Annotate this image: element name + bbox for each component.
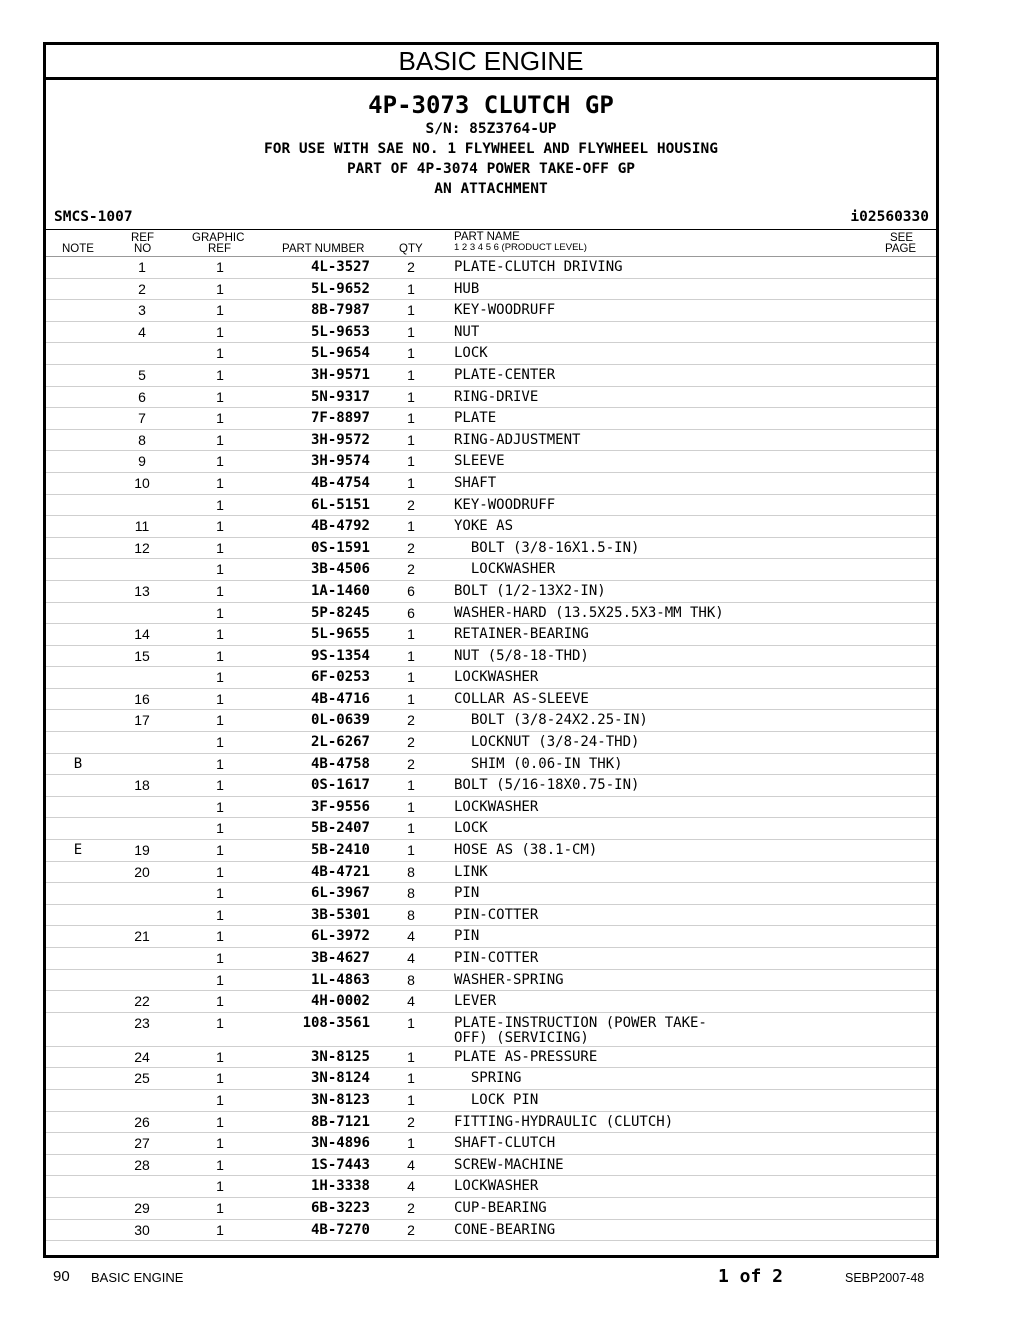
part-number-cell: 5L-9655 [310,626,370,643]
part-number-cell: 3H-9572 [310,431,370,448]
qty-cell: 2 [407,1113,415,1130]
part-name-cell: PLATE-INSTRUCTION (POWER TAKE- OFF) (SERVICING) [454,1014,707,1046]
table-row [46,257,936,279]
part-name-cell: PIN [454,885,480,902]
part-name-cell: BOLT (5/16-18X0.75-IN) [454,777,640,794]
graphic-ref-cell: 1 [216,626,224,643]
attachment-note: AN ATTACHMENT [434,181,548,197]
ref-no-cell: 30 [134,1221,150,1238]
graphic-ref-cell: 1 [216,885,224,902]
table-row [46,1047,936,1069]
table-row [46,754,936,776]
part-number-cell: 5L-9653 [310,323,370,340]
graphic-ref-cell: 1 [216,1070,224,1087]
group-title: 4P-3073 CLUTCH GP [368,91,614,119]
part-number-cell: 108-3561 [302,1014,370,1031]
graphic-ref-cell: 1 [216,539,224,556]
part-name-cell: RING-DRIVE [454,388,539,405]
graphic-ref-cell: 1 [216,431,224,448]
qty-cell: 4 [407,993,415,1010]
graphic-ref-cell: 1 [216,798,224,815]
part-number-cell: 1H-3338 [310,1178,370,1195]
table-row [46,343,936,365]
ref-no-cell: 19 [134,842,150,859]
part-name-cell: SHAFT [454,474,497,491]
graphic-ref-cell: 1 [216,755,224,772]
part-number-cell: 4L-3527 [310,259,370,275]
ref-no-cell: 21 [134,928,150,945]
note-cell: E [73,842,83,859]
part-number-cell: 3N-8125 [310,1048,370,1065]
table-row [46,387,936,409]
qty-cell: 2 [407,259,415,275]
graphic-ref-cell: 1 [216,690,224,707]
graphic-ref-cell: 1 [216,518,224,535]
ref-no-cell: 29 [134,1199,150,1216]
part-number-cell: 5L-9652 [310,280,370,297]
part-name-cell: CUP-BEARING [454,1199,547,1216]
parts-list-frame [43,42,939,1258]
qty-cell: 8 [407,885,415,902]
part-name-cell: PIN-COTTER [454,950,539,966]
table-row [46,559,936,581]
part-name-cell: LOCK PIN [454,1091,539,1108]
table-row [46,970,936,992]
graphic-ref-cell: 1 [216,734,224,751]
graphic-ref-cell: 1 [216,604,224,621]
part-number-cell: 8B-7121 [310,1113,370,1130]
part-name-cell: BOLT (3/8-16X1.5-IN) [454,539,640,556]
graphic-ref-cell: 1 [216,1221,224,1238]
graphic-ref-cell: 1 [216,1135,224,1152]
qty-cell: 2 [407,539,415,556]
part-name-cell: PLATE-CENTER [454,366,556,383]
col-product-level: 1 2 3 4 5 6 (PRODUCT LEVEL) [454,242,587,253]
part-number-cell: 6F-0253 [310,669,370,686]
table-row [46,1068,936,1090]
ref-no-cell: 10 [134,474,150,491]
qty-cell: 2 [407,734,415,751]
section-title: BASIC ENGINE [46,45,936,80]
ref-no-cell: 12 [134,539,150,556]
qty-cell: 1 [407,323,415,340]
part-number-cell: 5P-8245 [310,604,370,621]
part-name-cell: PIN [454,928,480,945]
table-row [46,797,936,819]
graphic-ref-cell: 1 [216,388,224,405]
table-row [46,473,936,495]
col-part-name: PART NAME [454,231,520,243]
column-headers [46,229,936,257]
part-number-cell: 2L-6267 [310,734,370,751]
table-row [46,603,936,625]
graphic-ref-cell: 1 [216,647,224,664]
qty-cell: 2 [407,1199,415,1216]
ref-no-cell: 16 [134,690,150,707]
part-number-cell: 3N-8123 [310,1091,370,1108]
table-row [46,991,936,1013]
qty-cell: 8 [407,863,415,880]
table-row [46,408,936,430]
part-number-cell: 9S-1354 [310,647,370,664]
part-number-cell: 4B-4758 [310,755,370,772]
ref-no-cell: 28 [134,1156,150,1173]
ref-no-cell: 5 [138,366,146,383]
qty-cell: 1 [407,345,415,362]
qty-cell: 1 [407,474,415,491]
part-name-cell: RING-ADJUSTMENT [454,431,581,448]
part-number-cell: 0S-1617 [310,777,370,794]
part-number-cell: 5B-2407 [310,820,370,837]
qty-cell: 2 [407,1221,415,1238]
table-row [46,818,936,840]
part-name-cell: LOCKWASHER [454,669,539,686]
qty-cell: 6 [407,582,415,599]
table-row [46,1133,936,1155]
graphic-ref-cell: 1 [216,950,224,966]
qty-cell: 8 [407,971,415,988]
ref-no-cell: 23 [134,1014,150,1031]
part-number-cell: 3B-5301 [310,906,370,923]
qty-cell: 2 [407,755,415,772]
qty-cell: 1 [407,1135,415,1152]
part-number-cell: 0S-1591 [310,539,370,556]
table-row [46,1198,936,1220]
graphic-ref-cell: 1 [216,1091,224,1108]
part-name-cell: LOCKWASHER [454,798,539,815]
qty-cell: 2 [407,496,415,513]
part-name-cell: PLATE [454,410,497,427]
part-name-cell: LOCKNUT (3/8-24-THD) [454,734,640,751]
qty-cell: 1 [407,1014,415,1031]
col-graphic-ref-top: GRAPHIC [192,232,245,244]
qty-cell: 1 [407,410,415,427]
part-of-note: PART OF 4P-3074 POWER TAKE-OFF GP [346,161,636,177]
part-number-cell: 6L-3967 [310,885,370,902]
part-number-cell: 1L-4863 [310,971,370,988]
part-number-cell: 3N-8124 [310,1070,370,1087]
part-name-cell: WASHER-HARD (13.5X25.5X3-MM THK) [454,604,724,621]
graphic-ref-cell: 1 [216,496,224,513]
part-number-cell: 4B-4716 [310,690,370,707]
table-row [46,883,936,905]
part-number-cell: 8B-7987 [310,302,370,319]
graphic-ref-cell: 1 [216,669,224,686]
table-row [46,1112,936,1134]
graphic-ref-cell: 1 [216,842,224,859]
page-number: 90 [53,1268,70,1285]
part-name-cell: PIN-COTTER [454,906,539,923]
qty-cell: 1 [407,777,415,794]
qty-cell: 4 [407,950,415,966]
part-number-cell: 4B-4792 [310,518,370,535]
graphic-ref-cell: 1 [216,712,224,729]
part-name-cell: HOSE AS (38.1-CM) [454,842,598,859]
title-block [46,91,936,199]
use-note: FOR USE WITH SAE NO. 1 FLYWHEEL AND FLYWHEEL HOUSING [264,141,718,157]
part-name-cell: NUT (5/8-18-THD) [454,647,589,664]
part-name-cell: SPRING [454,1070,522,1087]
identifier-row [46,209,936,229]
col-graphic-ref-bottom: REF [208,243,231,255]
qty-cell: 4 [407,1156,415,1173]
qty-cell: 1 [407,690,415,707]
ref-no-cell: 3 [138,302,146,319]
part-number-cell: 4H-0002 [310,993,370,1010]
graphic-ref-cell: 1 [216,1014,224,1031]
part-number-cell: 6B-3223 [310,1199,370,1216]
qty-cell: 1 [407,280,415,297]
table-row [46,926,936,948]
ref-no-cell: 25 [134,1070,150,1087]
graphic-ref-cell: 1 [216,561,224,578]
part-name-cell: COLLAR AS-SLEEVE [454,690,589,707]
graphic-ref-cell: 1 [216,906,224,923]
ref-no-cell: 14 [134,626,150,643]
part-name-cell: SLEEVE [454,453,505,470]
part-name-cell: YOKE AS [454,518,514,535]
ref-no-cell: 2 [138,280,146,297]
graphic-ref-cell: 1 [216,582,224,599]
col-ref-no-top: REF [131,232,154,244]
ref-no-cell: 17 [134,712,150,729]
graphic-ref-cell: 1 [216,1113,224,1130]
part-number-cell: 3B-4627 [310,950,370,966]
part-number-cell: 4B-4754 [310,474,370,491]
part-name-cell: LOCKWASHER [454,561,556,578]
qty-cell: 4 [407,928,415,945]
ref-no-cell: 13 [134,582,150,599]
table-row [46,365,936,387]
ref-no-cell: 4 [138,323,146,340]
ref-no-cell: 7 [138,410,146,427]
part-name-cell: RETAINER-BEARING [454,626,589,643]
part-name-cell: PLATE-CLUTCH DRIVING [454,259,623,275]
graphic-ref-cell: 1 [216,928,224,945]
table-row [46,322,936,344]
part-number-cell: 4B-4721 [310,863,370,880]
note-cell: B [73,755,83,772]
table-row [46,1013,936,1047]
part-name-cell: LOCKWASHER [454,1178,539,1195]
part-number-cell: 1A-1460 [310,582,370,599]
part-number-cell: 3N-4896 [310,1135,370,1152]
graphic-ref-cell: 1 [216,971,224,988]
document-number: SEBP2007-48 [845,1271,925,1285]
part-name-cell: SCREW-MACHINE [454,1156,564,1173]
ref-no-cell: 1 [138,259,146,275]
qty-cell: 1 [407,388,415,405]
table-row [46,300,936,322]
ref-no-cell: 24 [134,1048,150,1065]
qty-cell: 1 [407,453,415,470]
smcs-code: SMCS-1007 [54,209,133,225]
part-number-cell: 4B-7270 [310,1221,370,1238]
part-number-cell: 5B-2410 [310,842,370,859]
graphic-ref-cell: 1 [216,993,224,1010]
part-number-cell: 7F-8897 [310,410,370,427]
qty-cell: 1 [407,518,415,535]
part-number-cell: 3H-9571 [310,366,370,383]
qty-cell: 1 [407,1070,415,1087]
qty-cell: 2 [407,712,415,729]
graphic-ref-cell: 1 [216,1178,224,1195]
table-row [46,948,936,970]
table-row [46,775,936,797]
qty-cell: 1 [407,669,415,686]
ref-no-cell: 26 [134,1113,150,1130]
table-row [46,1090,936,1112]
part-name-cell: KEY-WOODRUFF [454,496,556,513]
graphic-ref-cell: 1 [216,345,224,362]
table-row [46,1155,936,1177]
graphic-ref-cell: 1 [216,366,224,383]
table-row [46,667,936,689]
part-number-cell: 3H-9574 [310,453,370,470]
part-name-cell: FITTING-HYDRAULIC (CLUTCH) [454,1113,674,1130]
part-name-cell: LOCK [454,820,488,837]
qty-cell: 4 [407,1178,415,1195]
graphic-ref-cell: 1 [216,777,224,794]
qty-cell: 1 [407,431,415,448]
qty-cell: 1 [407,842,415,859]
part-number-cell: 1S-7443 [310,1156,370,1173]
ref-no-cell: 8 [138,431,146,448]
part-name-cell: HUB [454,280,480,297]
graphic-ref-cell: 1 [216,280,224,297]
graphic-ref-cell: 1 [216,259,224,275]
table-row [46,710,936,732]
table-row [46,1176,936,1198]
col-see-page-top: SEE [890,232,914,244]
table-row [46,279,936,301]
qty-cell: 6 [407,604,415,621]
table-row [46,905,936,927]
col-note: NOTE [62,243,94,255]
footer-section: BASIC ENGINE [91,1270,184,1285]
col-part-number: PART NUMBER [282,243,365,255]
ref-no-cell: 18 [134,777,150,794]
ref-no-cell: 6 [138,388,146,405]
table-row [46,624,936,646]
table-row [46,516,936,538]
ref-no-cell: 22 [134,993,150,1010]
part-number-cell: 5N-9317 [310,388,370,405]
part-name-cell: PLATE AS-PRESSURE [454,1048,598,1065]
ref-no-cell: 20 [134,863,150,880]
serial-number: S/N: 85Z3764-UP [425,121,557,137]
table-row [46,581,936,603]
part-name-cell: LINK [454,863,488,880]
part-name-cell: KEY-WOODRUFF [454,302,556,319]
sheet-indicator: 1 of 2 [718,1266,784,1287]
graphic-ref-cell: 1 [216,820,224,837]
qty-cell: 1 [407,820,415,837]
part-number-cell: 3F-9556 [310,798,370,815]
qty-cell: 1 [407,626,415,643]
qty-cell: 1 [407,798,415,815]
part-name-cell: LOCK [454,345,488,362]
part-number-cell: 0L-0639 [310,712,370,729]
graphic-ref-cell: 1 [216,410,224,427]
col-qty: QTY [399,243,423,255]
part-number-cell: 6L-5151 [310,496,370,513]
part-name-cell: CONE-BEARING [454,1221,556,1238]
col-see-page-bottom: PAGE [885,243,917,255]
ref-no-cell: 15 [134,647,150,664]
table-row [46,862,936,884]
ref-no-cell: 27 [134,1135,150,1152]
graphic-ref-cell: 1 [216,474,224,491]
qty-cell: 1 [407,366,415,383]
part-number-cell: 6L-3972 [310,928,370,945]
part-name-cell: LEVER [454,993,497,1010]
part-number-cell: 3B-4506 [310,561,370,578]
table-row [46,495,936,517]
graphic-ref-cell: 1 [216,302,224,319]
table-row [46,689,936,711]
qty-cell: 1 [407,1048,415,1065]
part-name-cell: BOLT (1/2-13X2-IN) [454,582,606,599]
table-row [46,646,936,668]
ref-no-cell: 11 [134,518,150,535]
table-row [46,732,936,754]
table-row [46,430,936,452]
qty-cell: 1 [407,647,415,664]
table-row [46,451,936,473]
illustration-id: i02560330 [850,209,929,225]
qty-cell: 2 [407,561,415,578]
parts-table [46,257,936,1241]
table-row [46,538,936,560]
part-name-cell: NUT [454,323,480,340]
graphic-ref-cell: 1 [216,1199,224,1216]
col-ref-no-bottom: NO [134,243,152,255]
part-name-cell: BOLT (3/8-24X2.25-IN) [454,712,648,729]
graphic-ref-cell: 1 [216,453,224,470]
ref-no-cell: 9 [138,453,146,470]
part-name-cell: SHAFT-CLUTCH [454,1135,556,1152]
qty-cell: 1 [407,302,415,319]
graphic-ref-cell: 1 [216,1048,224,1065]
table-row [46,1220,936,1242]
graphic-ref-cell: 1 [216,323,224,340]
part-name-cell: WASHER-SPRING [454,971,564,988]
table-row [46,840,936,862]
part-name-cell: SHIM (0.06-IN THK) [454,755,623,772]
part-number-cell: 5L-9654 [310,345,370,362]
graphic-ref-cell: 1 [216,1156,224,1173]
qty-cell: 1 [407,1091,415,1108]
graphic-ref-cell: 1 [216,863,224,880]
qty-cell: 8 [407,906,415,923]
